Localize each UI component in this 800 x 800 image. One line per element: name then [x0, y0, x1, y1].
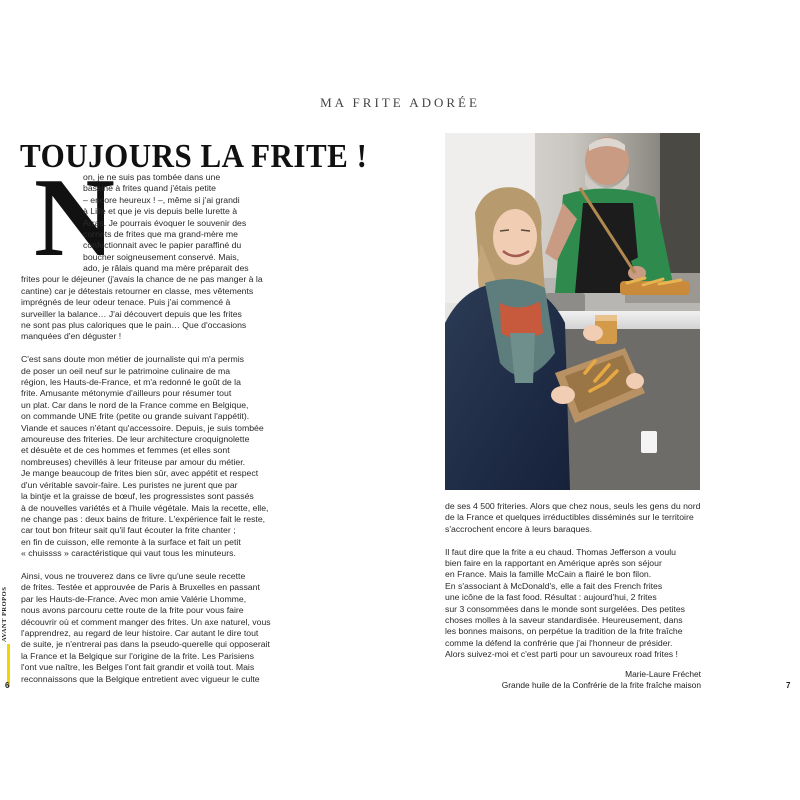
- text-line: imprégnés de leur odeur tenace. Puis j'ai commencé à: [21, 297, 231, 308]
- text-line: par les Hauts-de-France. Avec mon amie Valérie Lhomme,: [21, 593, 247, 604]
- text-line: Arras. Je pourrais évoquer le souvenir des: [83, 217, 247, 228]
- text-line: la France et la Belgique sur l'origine de la frite. Les Parisiens: [21, 650, 254, 661]
- text-line: En s'associant à McDonald's, elle a fait des French frites: [445, 580, 663, 591]
- text-line: reconnaissons que la Belgique entretient avec vigueur le culte: [21, 673, 260, 684]
- paragraph-4: [445, 501, 703, 535]
- text-line: confectionnait avec le papier paraffiné du: [83, 240, 242, 251]
- text-line: région, les Hauts-de-France, et m'a redonné le goût de la: [21, 377, 241, 388]
- right-column: [445, 501, 703, 672]
- text-line: en France. Mais la famille McCain a flairé le bon filon.: [445, 569, 652, 580]
- page-number-left: 6: [5, 681, 10, 690]
- page-number-right: 7: [786, 681, 791, 690]
- text-line: nombreuses) chevillés à leur friteuse par amour du métier.: [21, 456, 246, 467]
- text-line: Je mange beaucoup de frites bien sûr, avec appétit et respect: [21, 468, 259, 479]
- author-role: Grande huile de la Confrérie de la frite fraîche maison: [501, 680, 701, 691]
- text-line: – encore heureux ! –, même si j'ai grandi: [83, 194, 240, 205]
- intro-text: [83, 172, 283, 263]
- text-line: on, je ne suis pas tombée dans une: [83, 172, 221, 182]
- text-line: de poser un oeil neuf sur le patrimoine culinaire de ma: [21, 365, 231, 376]
- article-photo: [445, 133, 700, 490]
- text-line: car tout bon friteur sait qu'il faut écouter la frite chanter ;: [21, 525, 236, 536]
- text-line: Ainsi, vous ne trouverez dans ce livre qu'une seule recette: [21, 570, 246, 581]
- text-line: frite. Amusante métonymie d'ailleurs pour résumer tout: [21, 388, 232, 399]
- text-line: C'est sans doute mon métier de journaliste qui m'a permis: [21, 354, 245, 365]
- text-line: les bonnes maisons, on perpétue la tradition de la frite fraîche: [445, 626, 683, 637]
- text-line: l'ont vue naître, les Belges l'ont fait grandir et voilà tout. Mais: [21, 662, 255, 673]
- text-line: choses molles à la saveur standardisée. Heureusement, dans: [445, 615, 683, 626]
- text-line: un plat. Car dans le nord de la France comme en Belgique,: [21, 399, 249, 410]
- text-line: en fin de cuisson, elle remonte à la surface et fait un petit: [21, 536, 241, 547]
- text-line: la bintje et la graisse de bœuf, les progressistes sont passés: [21, 491, 254, 502]
- text-line: amoureuse des friteries. De leur architecture croquignolette: [21, 434, 250, 445]
- text-line: boucher soigneusement conservé. Mais,: [83, 251, 239, 262]
- paragraph-2: [21, 354, 284, 559]
- text-line: à de nouvelles variétés et à l'huile végétale. Mais la recette, elle,: [21, 502, 269, 513]
- text-line: manquées d'en déguster !: [21, 331, 122, 342]
- text-line: Il faut dire que la frite a eu chaud. Thomas Jefferson a voulu: [445, 546, 677, 557]
- text-line: l'apprendrez, au regard de leur histoire. Car autant le dire tout: [21, 627, 259, 638]
- text-line: une icône de la fast food. Résultat : aujourd'hui, 2 frites: [445, 592, 657, 603]
- text-line: Viande et sauces n'étant qu'accessoire. Depuis, je suis tombée: [21, 422, 264, 433]
- text-line: on commande UNE frite (petite ou grande suivant l'appétit).: [21, 411, 250, 422]
- text-line: de ses 4 500 friteries. Alors que chez nous, seuls les gens du nord: [445, 501, 701, 511]
- text-line: frites pour le déjeuner (j'avais la chance de ne pas manger à la: [21, 274, 263, 285]
- text-line: cornets de frites que ma grand-mère me: [83, 229, 238, 240]
- paragraph-3: [21, 571, 284, 685]
- text-line: de la France et quelques irréductibles disséminés sur le territoire: [445, 512, 694, 523]
- text-line: ne change pas : deux bains de friture. L'expérience fait le reste,: [21, 513, 266, 524]
- text-line: s'accrochent encore à leurs baraques.: [445, 523, 593, 534]
- text-line: d'un véritable savoir-faire. Les puristes ne jurent que par: [21, 479, 238, 490]
- text-line: et désuète et de ces hommes et femmes (et elles sont: [21, 445, 230, 456]
- section-title: MA FRITE ADORÉE: [320, 95, 480, 110]
- text-line: bassine à frites quand j'étais petite: [83, 183, 217, 194]
- text-line: ado, je râlais quand ma mère préparait des: [83, 263, 249, 273]
- text-line: « chuissss » caractéristique qui vaut tous les minuteurs.: [21, 548, 236, 559]
- text-line: bien faire en la rapportant en Amérique après son séjour: [445, 558, 662, 569]
- paragraph-1: [21, 263, 284, 343]
- text-line: ne sont pas plus caloriques que le pain… Que d'occasions: [21, 320, 247, 331]
- text-line: de suite, je n'entrerai pas dans la pseudo-querelle qui opposerait: [21, 639, 270, 650]
- author-name: Marie-Laure Fréchet: [625, 669, 701, 679]
- text-line: nous avons parcouru cette route de la frite pour vous faire: [21, 605, 244, 616]
- left-column: [21, 263, 284, 696]
- side-section-label: AVANT PROPOS: [1, 586, 8, 642]
- text-line: à Lille et que je vis depuis belle lurette à: [83, 206, 238, 217]
- text-line: de frites. Testée et approuvée de Paris à Bruxelles en passant: [21, 582, 260, 593]
- paragraph-5: [445, 547, 703, 661]
- text-line: cantine) car je détestais retourner en classe, mes vêtements: [21, 285, 254, 296]
- drop-cap: N: [34, 156, 115, 280]
- text-line: Alors suivez-moi et c'est parti pour un savoureux road frites !: [445, 649, 678, 660]
- signature: [445, 669, 701, 691]
- text-line: sur 3 consommées dans le monde sont surgelées. Des petites: [445, 603, 685, 614]
- text-line: découvrir où et comment manger des frites. Un axe naturel, vous: [21, 616, 271, 627]
- text-line: surveiller la balance… J'ai découvert depuis que les frites: [21, 308, 242, 319]
- article-title: TOUJOURS LA FRITE !: [20, 136, 368, 175]
- text-line: comme la défend la confrérie que j'ai l'honneur de présider.: [445, 637, 673, 648]
